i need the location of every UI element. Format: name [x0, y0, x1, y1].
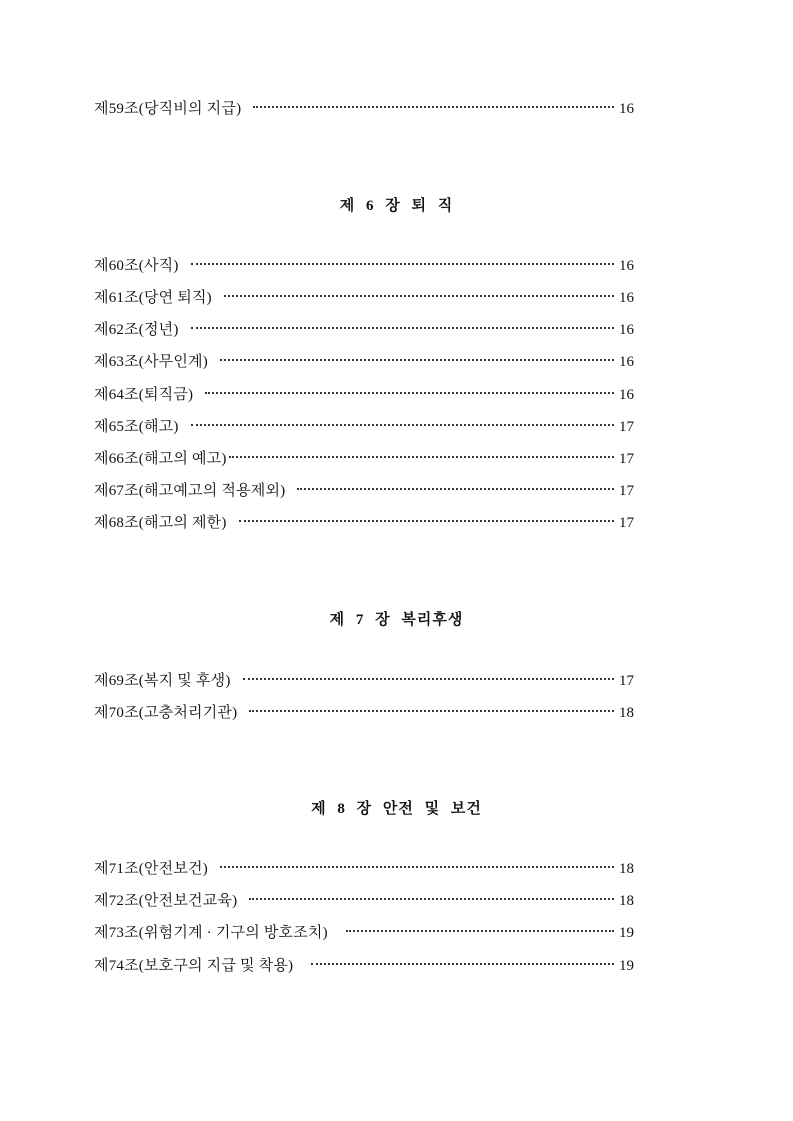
dot-leader: [311, 963, 614, 965]
dot-leader: [229, 456, 614, 458]
toc-entry-page: 17: [619, 483, 634, 499]
toc-entry-page: 18: [619, 861, 634, 877]
toc-entry-label: 제74조(보호구의 지급 및 착용): [94, 958, 294, 974]
dot-leader: [191, 263, 614, 265]
dot-leader: [220, 359, 614, 361]
toc-entry-page: 16: [619, 387, 634, 403]
toc-entry-60[interactable]: [94, 255, 634, 277]
toc-entry-72[interactable]: [94, 890, 634, 912]
toc-entry-70[interactable]: [94, 702, 634, 724]
toc-entry-page: 16: [619, 354, 634, 370]
toc-entry-66[interactable]: [94, 448, 634, 470]
toc-entry-label: 제72조(안전보건교육): [94, 893, 238, 909]
toc-entry-label: 제71조(안전보건): [94, 861, 208, 877]
toc-entry-page: 17: [619, 451, 634, 467]
toc-entry-label: 제65조(해고): [94, 419, 179, 435]
toc-entry-page: 16: [619, 101, 634, 117]
dot-leader: [239, 520, 614, 522]
dot-leader: [249, 710, 614, 712]
toc-entry-page: 19: [619, 925, 634, 941]
toc-entry-page: 17: [619, 419, 634, 435]
chapter-heading-6: 제 6 장 퇴 직: [339, 198, 454, 214]
toc-entry-label: 제68조(해고의 제한): [94, 515, 227, 531]
toc-entry-label: 제59조(당직비의 지급): [94, 101, 242, 117]
dot-leader: [191, 327, 614, 329]
toc-entry-65[interactable]: [94, 416, 634, 438]
toc-entry-label: 제60조(사직): [94, 258, 179, 274]
toc-entry-71[interactable]: [94, 858, 634, 880]
toc-entry-label: 제64조(퇴직금): [94, 387, 194, 403]
toc-entry-page: 18: [619, 705, 634, 721]
toc-entry-label: 제67조(해고예고의 적용제외): [94, 483, 286, 499]
toc-entry-62[interactable]: [94, 319, 634, 341]
toc-entry-label: 제69조(복지 및 후생): [94, 673, 231, 689]
dot-leader: [205, 392, 614, 394]
chapter-heading-7: 제 7 장 복리후생: [329, 612, 464, 628]
toc-entry-64[interactable]: [94, 384, 634, 406]
toc-entry-63[interactable]: [94, 351, 634, 373]
toc-entry-label: 제66조(해고의 예고): [94, 451, 227, 467]
toc-entry-73[interactable]: [94, 922, 634, 944]
dot-leader: [249, 898, 614, 900]
chapter-heading-8: 제 8 장 안전 및 보건: [311, 801, 482, 817]
toc-entry-page: 17: [619, 515, 634, 531]
toc-entry-page: 17: [619, 673, 634, 689]
toc-entry-61[interactable]: [94, 287, 634, 309]
dot-leader: [191, 424, 614, 426]
toc-entry-68[interactable]: [94, 512, 634, 534]
dot-leader: [346, 930, 614, 932]
toc-entry-page: 16: [619, 258, 634, 274]
toc-entry-label: 제61조(당연 퇴직): [94, 290, 212, 306]
toc-entry-page: 16: [619, 290, 634, 306]
toc-entry-label: 제70조(고충처리기관): [94, 705, 238, 721]
toc-entry-page: 18: [619, 893, 634, 909]
toc-entry-label: 제62조(정년): [94, 322, 179, 338]
toc-entry-label: 제73조(위험기계 · 기구의 방호조치): [94, 925, 328, 941]
toc-entry-page: 19: [619, 958, 634, 974]
dot-leader: [243, 678, 614, 680]
toc-entry-page: 16: [619, 322, 634, 338]
toc-entry-59[interactable]: [94, 98, 634, 120]
dot-leader: [224, 295, 614, 297]
toc-entry-67[interactable]: [94, 480, 634, 502]
dot-leader: [220, 866, 614, 868]
dot-leader: [253, 106, 614, 108]
toc-entry-69[interactable]: [94, 670, 634, 692]
toc-entry-label: 제63조(사무인계): [94, 354, 208, 370]
dot-leader: [297, 488, 614, 490]
toc-entry-74[interactable]: [94, 955, 634, 977]
